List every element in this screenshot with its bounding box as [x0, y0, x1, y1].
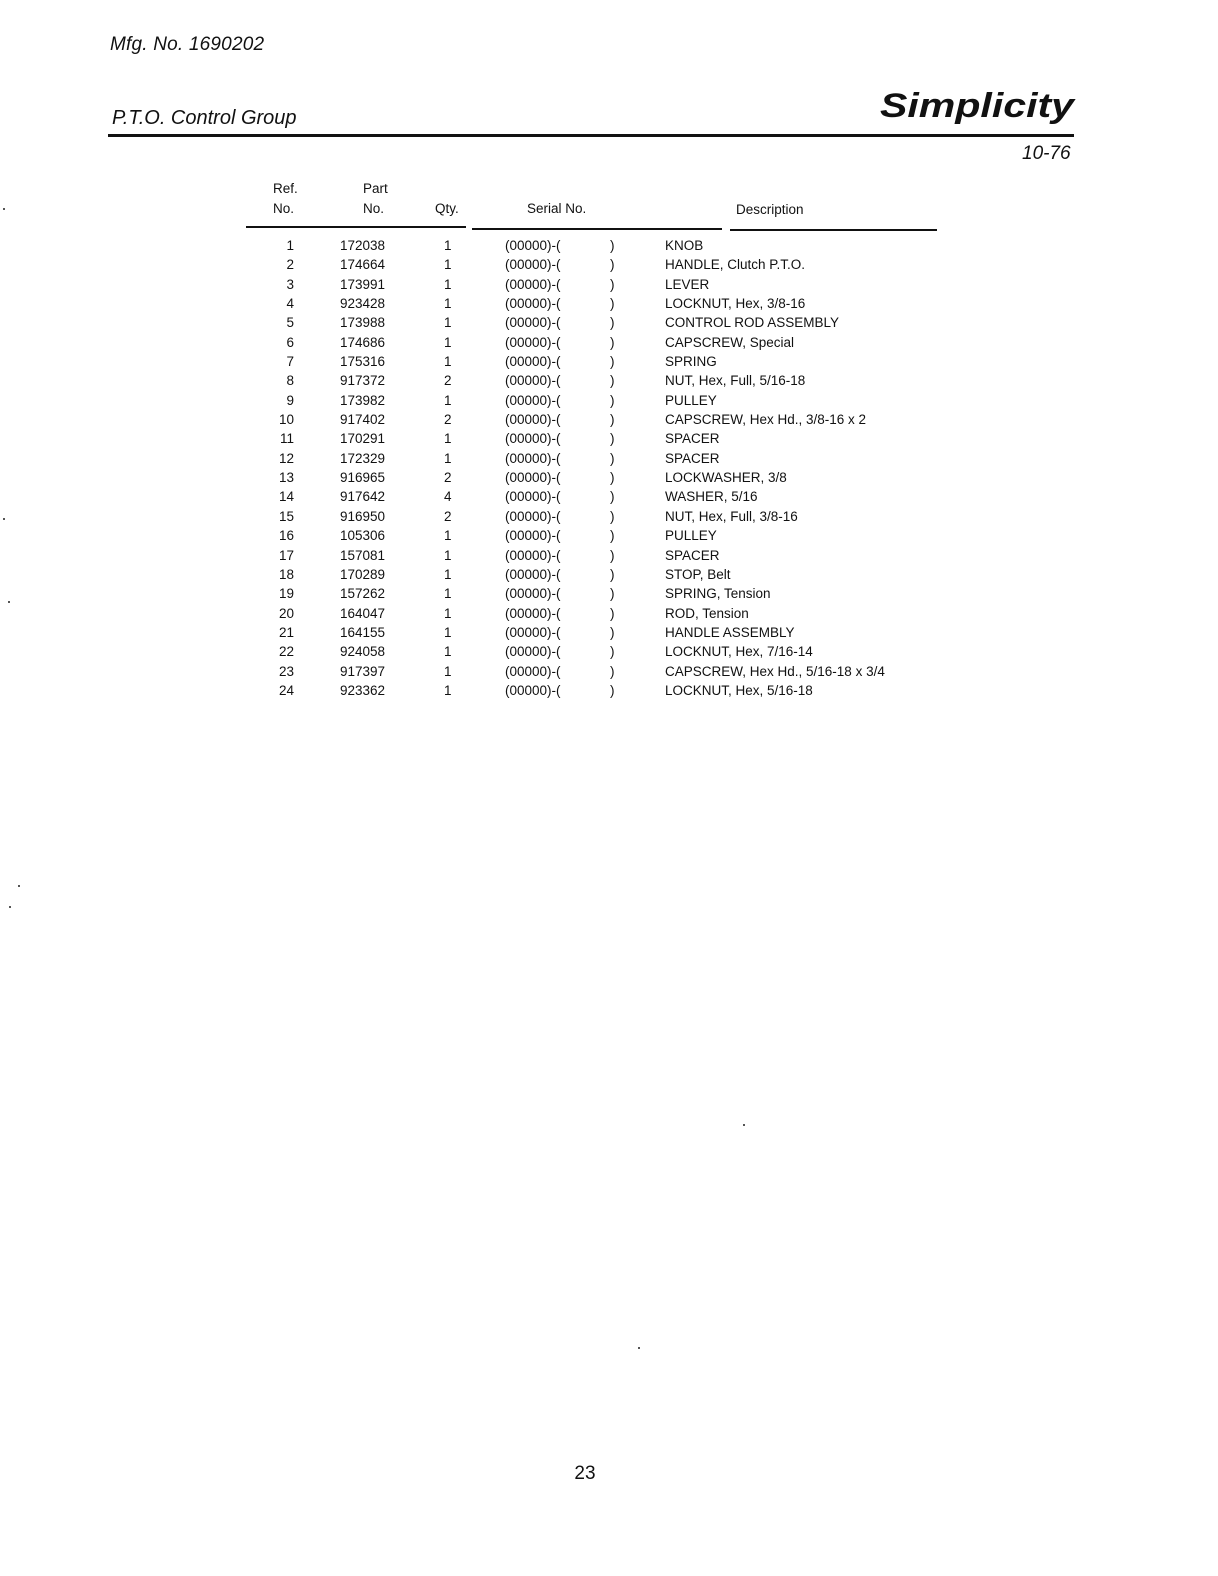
ref-number: 12 — [278, 450, 294, 466]
mfg-number: Mfg. No. 1690202 — [110, 34, 265, 55]
header-underline-right — [730, 229, 937, 231]
serial-number: (00000)-( — [505, 663, 561, 679]
table-row — [0, 352, 1218, 371]
ref-number: 10 — [278, 412, 294, 428]
part-number: 173982 — [340, 392, 386, 408]
table-row — [0, 429, 1218, 448]
table-row — [0, 584, 1218, 603]
serial-number-end: ) — [610, 373, 615, 389]
quantity: 1 — [444, 624, 452, 640]
serial-number: (00000)-( — [505, 682, 561, 698]
table-row — [0, 604, 1218, 623]
table-row — [0, 275, 1218, 294]
column-header-part — [363, 179, 388, 219]
logo-text: Simplicity — [880, 87, 1077, 125]
serial-number: (00000)-( — [505, 450, 561, 466]
part-number: 924058 — [340, 644, 386, 660]
part-number: 923362 — [340, 682, 386, 698]
ref-number: 6 — [286, 334, 294, 350]
serial-number: (00000)-( — [505, 605, 561, 621]
part-number: 164047 — [340, 605, 386, 621]
ref-number: 2 — [286, 257, 294, 273]
quantity: 1 — [444, 528, 452, 544]
table-row — [0, 255, 1218, 274]
serial-number-end: ) — [610, 431, 615, 447]
quantity: 1 — [444, 450, 452, 466]
table-row — [0, 507, 1218, 526]
table-row — [0, 487, 1218, 506]
column-header-part-line1: Part — [363, 181, 388, 196]
part-number: 917402 — [340, 412, 386, 428]
quantity: 2 — [444, 412, 452, 428]
part-number: 923428 — [340, 296, 386, 312]
table-row — [0, 391, 1218, 410]
column-header-qty: Qty. — [435, 201, 459, 216]
quantity: 2 — [444, 508, 452, 524]
group-title: P.T.O. Control Group — [112, 107, 297, 129]
table-row — [0, 410, 1218, 429]
ref-number: 20 — [278, 605, 294, 621]
scan-speck — [638, 1347, 640, 1349]
serial-number-end: ) — [610, 566, 615, 582]
quantity: 1 — [444, 238, 452, 253]
date-code: 10-76 — [1022, 143, 1071, 164]
serial-number: (00000)-( — [505, 412, 561, 428]
part-number: 170289 — [340, 566, 386, 582]
part-number: 172329 — [340, 450, 386, 466]
serial-number-end: ) — [610, 624, 615, 640]
description: NUT, Hex, Full, 5/16-18 — [665, 373, 806, 389]
serial-number: (00000)-( — [505, 508, 561, 524]
serial-number-end: ) — [610, 296, 615, 312]
ref-number: 7 — [286, 354, 294, 370]
ref-number: 14 — [278, 489, 294, 505]
part-number: 164155 — [340, 624, 386, 640]
serial-number: (00000)-( — [505, 392, 561, 408]
description: CAPSCREW, Special — [665, 334, 795, 350]
page-number: 23 — [574, 1463, 596, 1484]
quantity: 1 — [444, 547, 452, 563]
serial-number-end: ) — [610, 586, 615, 602]
serial-number: (00000)-( — [505, 586, 561, 602]
ref-number: 19 — [278, 586, 294, 602]
serial-number-end: ) — [610, 334, 615, 350]
table-row — [0, 294, 1218, 313]
serial-number-end: ) — [610, 682, 615, 698]
serial-number-end: ) — [610, 470, 615, 486]
description: PULLEY — [665, 392, 717, 408]
quantity: 1 — [444, 586, 452, 602]
quantity: 2 — [444, 373, 452, 389]
part-number: 174686 — [340, 334, 386, 350]
table-row — [0, 449, 1218, 468]
table-row — [0, 371, 1218, 390]
part-number: 157262 — [340, 586, 386, 602]
quantity: 1 — [444, 605, 452, 621]
description: SPRING — [665, 354, 717, 370]
serial-number: (00000)-( — [505, 431, 561, 447]
serial-number: (00000)-( — [505, 354, 561, 370]
quantity: 1 — [444, 334, 452, 350]
table-row — [0, 662, 1218, 681]
quantity: 1 — [444, 257, 452, 273]
part-number: 916965 — [340, 470, 386, 486]
scan-speck — [18, 885, 20, 887]
table-row — [0, 468, 1218, 487]
serial-number: (00000)-( — [505, 315, 561, 331]
part-number: 172038 — [340, 238, 386, 253]
scan-speck — [8, 601, 10, 603]
quantity: 1 — [444, 276, 452, 292]
ref-number: 15 — [278, 508, 294, 524]
ref-number: 1 — [286, 238, 294, 253]
column-header-serial: Serial No. — [527, 201, 587, 216]
quantity: 1 — [444, 663, 452, 679]
table-row — [0, 681, 1218, 700]
description: CAPSCREW, Hex Hd., 3/8-16 x 2 — [665, 412, 867, 428]
description: KNOB — [665, 238, 704, 253]
ref-number: 16 — [278, 528, 294, 544]
quantity: 1 — [444, 296, 452, 312]
scan-speck — [743, 1124, 745, 1126]
description: LOCKNUT, Hex, 5/16-18 — [665, 682, 813, 698]
serial-number-end: ) — [610, 412, 615, 428]
description: PULLEY — [665, 528, 717, 544]
description: SPRING, Tension — [665, 586, 771, 602]
part-number: 174664 — [340, 257, 386, 273]
description: CAPSCREW, Hex Hd., 5/16-18 x 3/4 — [665, 663, 885, 679]
description: SPACER — [665, 547, 720, 563]
part-number: 175316 — [340, 354, 386, 370]
quantity: 4 — [444, 489, 452, 505]
table-row — [0, 642, 1218, 661]
serial-number: (00000)-( — [505, 566, 561, 582]
serial-number: (00000)-( — [505, 373, 561, 389]
serial-number-end: ) — [610, 315, 615, 331]
ref-number: 22 — [278, 644, 294, 660]
scan-speck — [3, 208, 5, 210]
quantity: 1 — [444, 682, 452, 698]
serial-number: (00000)-( — [505, 257, 561, 273]
ref-number: 5 — [286, 315, 294, 331]
description: HANDLE ASSEMBLY — [665, 624, 795, 640]
header-underline-left — [246, 226, 466, 228]
serial-number-end: ) — [610, 257, 615, 273]
part-number: 170291 — [340, 431, 386, 447]
description: SPACER — [665, 450, 720, 466]
table-row — [0, 623, 1218, 642]
header-rule — [108, 134, 1074, 137]
quantity: 1 — [444, 315, 452, 331]
serial-number: (00000)-( — [505, 334, 561, 350]
description: NUT, Hex, Full, 3/8-16 — [665, 508, 798, 524]
column-header-part-line2: No. — [363, 201, 385, 216]
table-row — [0, 526, 1218, 545]
ref-number: 4 — [286, 296, 294, 312]
description: WASHER, 5/16 — [665, 489, 758, 505]
description: ROD, Tension — [665, 605, 749, 621]
header-underline-middle — [472, 228, 722, 230]
table-row — [0, 565, 1218, 584]
quantity: 1 — [444, 392, 452, 408]
table-row — [0, 313, 1218, 332]
column-header-description: Description — [736, 202, 804, 217]
part-number: 105306 — [340, 528, 386, 544]
part-number: 916950 — [340, 508, 386, 524]
serial-number-end: ) — [610, 547, 615, 563]
serial-number: (00000)-( — [505, 644, 561, 660]
part-number: 157081 — [340, 547, 386, 563]
serial-number-end: ) — [610, 508, 615, 524]
serial-number-end: ) — [610, 663, 615, 679]
ref-number: 13 — [278, 470, 294, 486]
serial-number-end: ) — [610, 489, 615, 505]
simplicity-logo — [878, 84, 1078, 126]
serial-number-end: ) — [610, 450, 615, 466]
quantity: 1 — [444, 431, 452, 447]
serial-number-end: ) — [610, 276, 615, 292]
ref-number: 21 — [278, 624, 294, 640]
table-row — [0, 236, 1218, 255]
description: LEVER — [665, 276, 710, 292]
serial-number-end: ) — [610, 528, 615, 544]
column-header-ref-line2: No. — [273, 201, 295, 216]
ref-number: 9 — [286, 392, 294, 408]
description: STOP, Belt — [665, 566, 731, 582]
table-row — [0, 546, 1218, 565]
ref-number: 11 — [279, 431, 294, 447]
part-number: 173991 — [340, 276, 386, 292]
description: LOCKNUT, Hex, 7/16-14 — [665, 644, 813, 660]
ref-number: 23 — [278, 663, 294, 679]
serial-number-end: ) — [610, 605, 615, 621]
description: HANDLE, Clutch P.T.O. — [665, 257, 806, 273]
part-number: 917372 — [340, 373, 386, 389]
ref-number: 3 — [286, 276, 294, 292]
ref-number: 24 — [278, 682, 294, 698]
serial-number-end: ) — [610, 354, 615, 370]
column-header-ref-line1: Ref. — [273, 181, 298, 196]
serial-number-end: ) — [610, 392, 615, 408]
serial-number: (00000)-( — [505, 470, 561, 486]
description: CONTROL ROD ASSEMBLY — [665, 315, 840, 331]
quantity: 2 — [444, 470, 452, 486]
part-number: 173988 — [340, 315, 386, 331]
ref-number: 17 — [278, 547, 294, 563]
description: SPACER — [665, 431, 720, 447]
part-number: 917397 — [340, 663, 386, 679]
serial-number-end: ) — [610, 644, 615, 660]
quantity: 1 — [444, 644, 452, 660]
serial-number: (00000)-( — [505, 489, 561, 505]
serial-number-end: ) — [610, 238, 615, 253]
parts-table — [0, 236, 1218, 700]
description: LOCKNUT, Hex, 3/8-16 — [665, 296, 806, 312]
serial-number: (00000)-( — [505, 296, 561, 312]
serial-number: (00000)-( — [505, 276, 561, 292]
quantity: 1 — [444, 354, 452, 370]
serial-number: (00000)-( — [505, 624, 561, 640]
serial-number: (00000)-( — [505, 238, 561, 253]
scan-speck — [9, 906, 11, 908]
table-row — [0, 333, 1218, 352]
ref-number: 8 — [286, 373, 294, 389]
serial-number: (00000)-( — [505, 547, 561, 563]
part-number: 917642 — [340, 489, 386, 505]
description: LOCKWASHER, 3/8 — [665, 470, 787, 486]
serial-number: (00000)-( — [505, 528, 561, 544]
ref-number: 18 — [278, 566, 294, 582]
quantity: 1 — [444, 566, 452, 582]
scan-speck — [3, 518, 5, 520]
column-header-ref — [273, 179, 298, 219]
